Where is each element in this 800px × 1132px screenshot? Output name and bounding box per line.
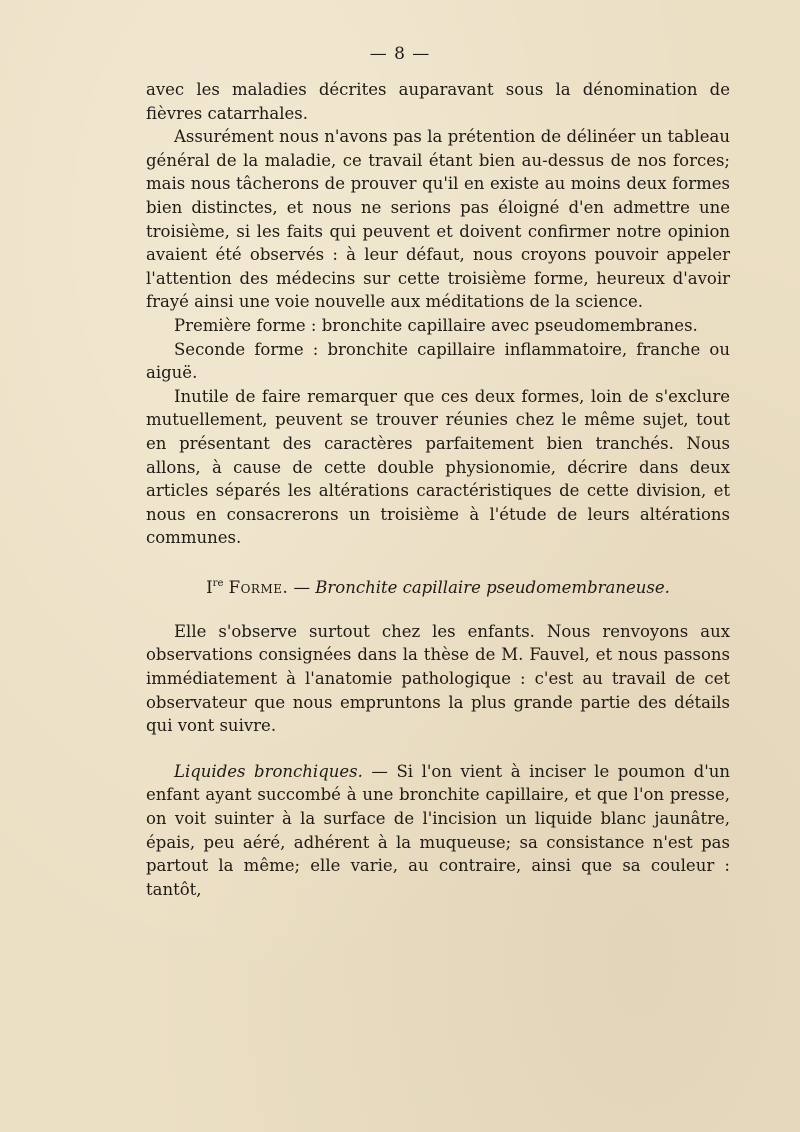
paragraph-continuation: avec les maladies décrites auparavant sous la dénomination de fièvres catarrhales. [146, 80, 730, 123]
section-number-sup: re [212, 577, 224, 589]
paragraph-forms-intro: Assurément nous n'avons pas la prétention de délinéer un tableau général de la maladie, ce travail étant bien au-dessus de nos forces; mais nous tâcherons de prouver qu'il en existe au moins deux formes bien distinctes, et nous ne serions pas éloigné d'en admettre une troisième, si les faits qui peuvent et doivent confirmer notre opinion avaient été observés : à leur défaut, nous croyons pouvoir appeler l'attention des médecins sur cette troisième forme, heureux d'avoir frayé ainsi une voie nouvelle aux méditations de la science. [146, 127, 730, 312]
bronchial-liquids-text: Si l'on vient à inciser le poumon d'un enfant ayant succombé à une bronchite capillaire, et que l'on presse, on voit suinter à la surface de l'incision un liquide blanc jaunâtre, épais, peu aéré, adhérent à la muqueuse; sa consistance n'est pas partout la même; elle varie, au contraire, ainsi que sa couleur : tantôt, [146, 761, 731, 899]
section-heading [146, 572, 730, 600]
paragraph-first-form: Première forme : bronchite capillaire avec pseudomembranes. [174, 315, 698, 335]
section-forme-label: Forme. [228, 577, 289, 597]
subheading-bronchial-liquids: Liquides bronchiques. [174, 761, 363, 781]
paragraph-double-physiognomy: Inutile de faire remarquer que ces deux formes, loin de s'exclure mutuellement, peuvent se trouver réunies chez le même sujet, tout en présentant des caractères parfaitement bien tranchés. Nous allons, à cause de cette double physionomie, décrire dans deux articles séparés les altérations caractéristiques de cette division, et nous en consacrerons un troisième à l'étude de leurs altérations communes. [146, 386, 730, 548]
section-title: Bronchite capillaire pseudomembraneuse. [315, 577, 670, 597]
section-dash: — [288, 577, 316, 597]
section-number: Ire [206, 577, 224, 597]
paragraph-observation: Elle s'observe surtout chez les enfants. Nous renvoyons aux observations consignées dans la thèse de M. Fauvel, et nous passons immédiatement à l'anatomie pathologique : c'est au travail de cet observateur que nous empruntons la plus grande partie des détails qui vont suivre. [146, 621, 730, 736]
subheading-dash: — [362, 761, 397, 781]
paragraph-second-form: Seconde forme : bronchite capillaire inflammatoire, franche ou aiguë. [146, 339, 730, 383]
page-number: — 8 — [369, 44, 431, 64]
body-text [146, 78, 730, 901]
paragraph-bronchial-liquids [146, 760, 730, 902]
